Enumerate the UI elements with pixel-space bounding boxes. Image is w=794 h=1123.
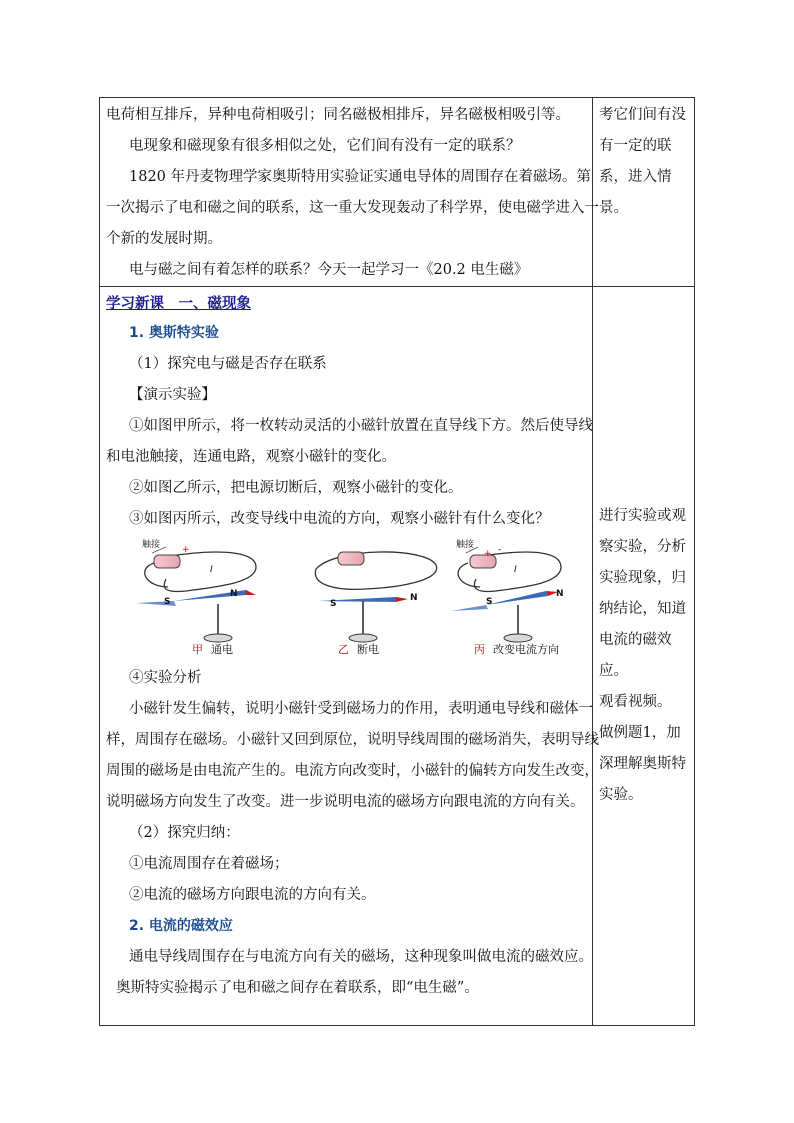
body-line: 样，周围存在磁场。小磁针又回到原位，说明导线周围的磁场消失，表明导线 (106, 732, 599, 748)
plus-label-bing: + (484, 549, 492, 559)
current-label-jia: I (210, 565, 213, 575)
side-note-line: 系，进入情 (599, 169, 672, 185)
lesson-side-cell (593, 287, 695, 1026)
caption-label: 甲 (192, 643, 203, 656)
intro-line: 一次揭示了电和磁之间的联系，这一重大发现轰动了科学界，使电磁学进入一 (106, 200, 599, 216)
body-line: ④实验分析 (129, 670, 202, 686)
pole-n-yi: N (410, 593, 418, 603)
side-note-line: 考它们间有没 (599, 107, 686, 123)
lesson-table (99, 97, 695, 1026)
caption-yi (338, 641, 379, 657)
intro-line: 个新的发展时期。 (106, 231, 222, 247)
side-note-line: 进行实验或观 (599, 508, 686, 524)
touch-label-jia: 触接 (142, 540, 161, 550)
subsection-title (100, 318, 592, 349)
intro-line: 电现象和磁现象有很多相似之处，它们间有没有一定的联系？ (129, 138, 521, 154)
pole-n-bing: N (556, 589, 564, 599)
plus-label-jia: + (182, 545, 190, 555)
section-heading: 学习新课 一、磁现象 (106, 296, 251, 312)
body-line: ①如图甲所示，将一枚转动灵活的小磁针放置在直导线下方。然后使导线 (129, 418, 593, 434)
pole-s-jia: S (164, 597, 171, 607)
side-note-line: 电流的磁效 (599, 632, 672, 648)
side-note-line: 察实验，分析 (599, 539, 686, 555)
caption-label: 乙 (338, 643, 349, 656)
caption-text: 改变电流方向 (493, 643, 559, 656)
body-line: ①电流周围存在着磁场； (129, 856, 289, 872)
side-note-line: 应。 (599, 663, 628, 679)
side-note-line: 观看视频。 (599, 694, 672, 710)
table-row (100, 98, 695, 287)
sub2-text: 2. 电流的磁效应 (129, 918, 233, 934)
body-line: 小磁针发生偏转，说明小磁针受到磁场力的作用，表明通电导线和磁体一 (129, 701, 593, 717)
table-row (100, 287, 695, 1026)
lesson-cell (100, 287, 599, 1026)
side-note-line: 做例题1，加 (599, 725, 681, 741)
body-line: ②如图乙所示，把电源切断后，观察小磁针的变化。 (129, 480, 463, 496)
body-line: 周围的磁场是由电流产生的。电流方向改变时，小磁针的偏转方向发生改变， (106, 763, 599, 779)
body-line: ②电流的磁场方向跟电流的方向有关。 (129, 887, 376, 903)
body-line: 说明磁场方向发生了改变。进一步说明电流的磁场方向跟电流的方向有关。 (106, 794, 585, 810)
touch-label-bing: 触接 (456, 540, 475, 550)
intro-line: 1820 年丹麦物理学家奥斯特用实验证实通电导体的周围存在着磁场。第 (129, 169, 592, 185)
body-line: ③如图丙所示，改变导线中电流的方向，观察小磁针有什么变化？ (129, 511, 550, 527)
apparatus-bing (451, 547, 561, 642)
side-note-line: 实验现象，归 (599, 570, 686, 586)
intro-cell (100, 98, 599, 287)
intro-side-cell (593, 98, 695, 287)
body-line: （2）探究归纳： (129, 825, 240, 841)
body-line: 奥斯特实验揭示了电和磁之间存在着联系，即“电生磁”。 (116, 980, 479, 996)
body-line: 通电导线周围存在与电流方向有关的磁场，这种现象叫做电流的磁效应。 (129, 949, 593, 965)
pole-s-yi: S (330, 599, 337, 609)
intro-line: 电荷相互排斥，异种电荷相吸引；同名磁极相排斥，异名磁极相吸引等。 (106, 107, 570, 123)
caption-label: 丙 (474, 643, 485, 656)
body-line: 【演示实验】 (129, 387, 216, 403)
apparatus-jia (136, 547, 256, 642)
caption-jia (192, 641, 233, 657)
pole-n-jia: N (230, 589, 238, 599)
caption-text: 断电 (357, 643, 379, 656)
pole-s-bing: S (486, 597, 493, 607)
side-note-line: 实验。 (599, 787, 643, 803)
side-note-line: 有一定的联 (599, 138, 672, 154)
intro-line: 电与磁之间有着怎样的联系？今天一起学习一《20.2 电生磁》 (129, 262, 529, 278)
side-note-line: 深理解奥斯特 (599, 756, 686, 772)
minus-label-bing: - (498, 545, 502, 555)
subsection-title (100, 911, 592, 942)
side-note-line: 纳结论，知道 (599, 601, 686, 617)
body-line: （1）探究电与磁是否存在联系 (129, 356, 327, 372)
current-label-bing: I (514, 565, 517, 575)
sub1-text: 1. 奥斯特实验 (129, 325, 219, 341)
body-line: 和电池触接，连通电路，观察小磁针的变化。 (106, 449, 396, 465)
apparatus-yi (315, 552, 436, 642)
side-note-line: 景。 (599, 200, 628, 216)
caption-text: 通电 (211, 643, 233, 656)
caption-bing (474, 641, 559, 657)
oersted-experiment-figure (106, 535, 586, 663)
